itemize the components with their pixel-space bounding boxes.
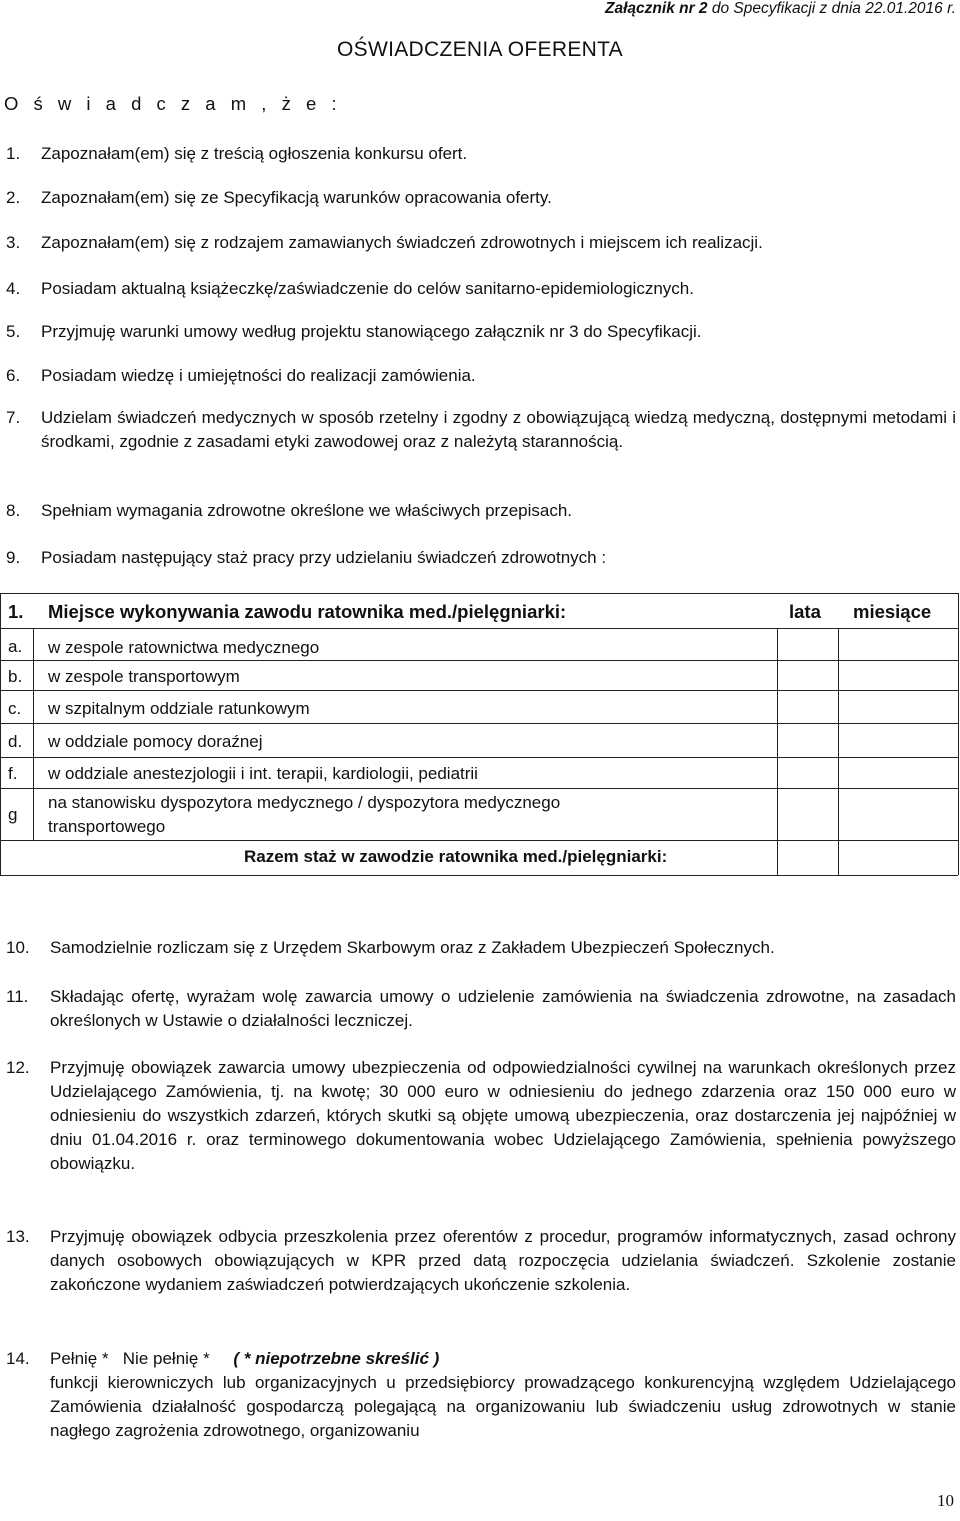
option-yes: Pełnię * <box>50 1349 109 1368</box>
table-header-label: Miejsce wykonywania zawodu ratownika med./pielęgniarki: <box>48 601 567 622</box>
option-no: Nie pełnię * <box>122 1349 210 1368</box>
item-number: 12. <box>6 1058 30 1077</box>
item-number: 3. <box>6 233 21 252</box>
item-text: Składając ofertę, wyrażam wolę zawarcia umowy o udzielenie zamówienia na świadczenia zdrowotne, na zasadach określonych w Ustawie o działalności leczniczej. <box>50 987 956 1030</box>
list-item <box>6 1056 956 1176</box>
list-item <box>6 186 956 210</box>
item-number: 13. <box>6 1227 30 1246</box>
annex-date: do Specyfikacji z dnia 22.01.2016 r. <box>711 0 956 17</box>
item-text: Zapoznałam(em) się ze Specyfikacją warunków opracowania oferty. <box>41 188 552 207</box>
item-options <box>50 1347 956 1371</box>
list-item <box>6 406 956 454</box>
item-text: Przyjmuję obowiązek odbycia przeszkolenia przez oferentów z procedur, programów informatycznych, zasad ochrony danych osobowych obowiązujących w KPR przed datą rozpoczęcia udzielania świadczeń. Szkolenie zostanie zakończone wydaniem zaświadczeń potwierdzających ukończenie szkolenia. <box>50 1227 956 1294</box>
list-item <box>6 364 956 388</box>
item-text: Posiadam aktualną książeczkę/zaświadczenie do celów sanitarno-epidemiologicznych. <box>41 279 694 298</box>
list-item <box>6 499 956 523</box>
item-text: Przyjmuję obowiązek zawarcia umowy ubezpieczenia od odpowiedzialności cywilnej na warunkach określonych przez Udzielającego Zamówienia, tj. na kwotę; 30 000 euro w odniesieniu do jednego zdarzenia oraz 150 000 euro w odniesieniu do wszystkich zdarzeń, których skutki są objęte umową ubezpieczenia, oraz dostarczenia jej najpóźniej w dniu 01.04.2016 r. oraz terminowego dokumentowania wobec Udzielającego Zamówienia, spełnienia powyższego obowiązku. <box>50 1058 956 1173</box>
total-label: Razem staż w zawodzie ratownika med./pielęgniarki: <box>244 847 668 866</box>
list-item <box>6 320 956 344</box>
item-number: 8. <box>6 501 21 520</box>
table-header-months: miesiące <box>853 601 932 622</box>
item-text: Posiadam wiedzę i umiejętności do realizacji zamówienia. <box>41 366 476 385</box>
table-header-years: lata <box>789 601 821 622</box>
item-number: 9. <box>6 548 21 567</box>
row-letter: f. <box>8 764 18 783</box>
row-letter: c. <box>8 699 22 718</box>
list-item <box>6 1347 956 1443</box>
row-label: w oddziale anestezjologii i int. terapii, kardiologii, pediatrii <box>48 764 478 783</box>
annex-label: Załącznik nr 2 <box>605 0 708 17</box>
row-label: w oddziale pomocy doraźnej <box>48 732 263 751</box>
item-text: Udzielam świadczeń medycznych w sposób rzetelny i zgodny z obowiązującą wiedzą medyczną, dostępnymi metodami i środkami, zgodnie z zasadami etyki zawodowej oraz z należytą starannością. <box>41 408 956 451</box>
row-label: w szpitalnym oddziale ratunkowym <box>48 699 310 718</box>
row-letter: d. <box>8 732 23 751</box>
row-letter: g <box>8 805 18 824</box>
item-number: 4. <box>6 279 21 298</box>
item-text: Zapoznałam(em) się z treścią ogłoszenia konkursu ofert. <box>41 144 468 163</box>
row-letter: a. <box>8 637 23 656</box>
item-text: Posiadam następujący staż pracy przy udzielaniu świadczeń zdrowotnych : <box>41 548 607 567</box>
list-item <box>6 985 956 1033</box>
item-text: Zapoznałam(em) się z rodzajem zamawianych świadczeń zdrowotnych i miejscem ich realizacji. <box>41 233 763 252</box>
strike-note: ( * niepotrzebne skreślić ) <box>233 1349 440 1368</box>
declaration-heading: O ś w i a d c z a m , ż e : <box>4 93 342 114</box>
page-title: OŚWIADCZENIA OFERENTA <box>337 38 623 61</box>
item-text: funkcji kierowniczych lub organizacyjnych u przedsiębiorcy prowadzącego konkurencyjną względem Udzielającego Zamówienia działalność gospodarczą polegającą na organizowaniu lub świadczeniu usług zdrowotnych w stanie nagłego zagrożenia zdrowotnego, organizowaniu <box>50 1373 956 1440</box>
row-label: w zespole ratownictwa medycznego <box>48 638 320 657</box>
item-number: 5. <box>6 322 21 341</box>
row-label-continued: transportowego <box>48 817 166 836</box>
page-number: 10 <box>937 1491 954 1510</box>
item-number: 2. <box>6 188 21 207</box>
item-text: Spełniam wymagania zdrowotne określone we właściwych przepisach. <box>41 501 573 520</box>
list-item <box>6 546 956 570</box>
list-item <box>6 1225 956 1297</box>
item-number: 14. <box>6 1349 30 1368</box>
row-letter: b. <box>8 667 23 686</box>
item-text: Przyjmuję warunki umowy według projektu stanowiącego załącznik nr 3 do Specyfikacji. <box>41 322 702 341</box>
item-number: 6. <box>6 366 21 385</box>
item-number: 7. <box>6 408 21 427</box>
annex-header <box>605 0 956 18</box>
row-label: w zespole transportowym <box>48 667 240 686</box>
list-item <box>6 936 956 960</box>
experience-table <box>0 593 958 877</box>
row-label: na stanowisku dyspozytora medycznego / dyspozytora medycznego <box>48 793 561 812</box>
item-number: 11. <box>6 987 29 1006</box>
list-item <box>6 142 956 166</box>
item-text: Samodzielnie rozliczam się z Urzędem Skarbowym oraz z Zakładem Ubezpieczeń Społecznych. <box>50 938 775 957</box>
table-header-number: 1. <box>8 601 24 622</box>
list-item <box>6 231 956 255</box>
list-item <box>6 277 956 301</box>
item-number: 1. <box>6 144 21 163</box>
item-number: 10. <box>6 938 30 957</box>
